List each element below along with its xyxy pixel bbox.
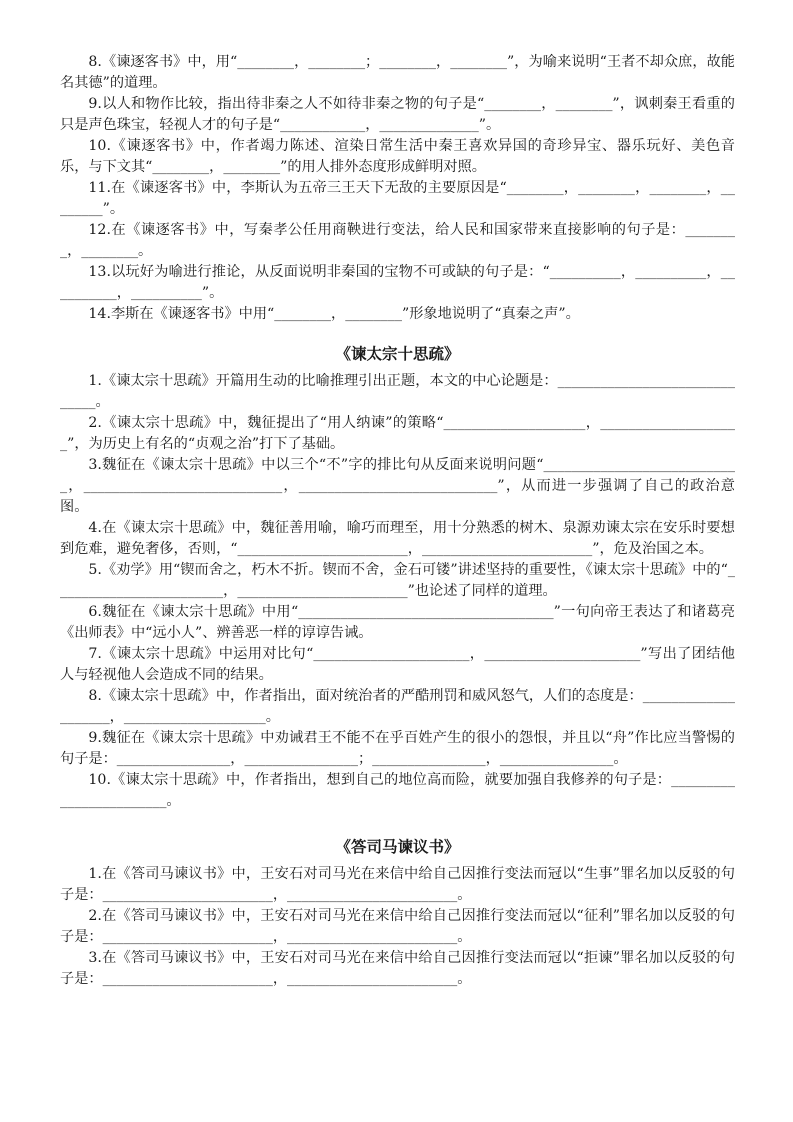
question-item: 9.魏征在《谏太宗十思疏》中劝诫君王不能不在乎百姓产生的很小的怨恨，并且以“舟”作比应当警惕的句子是：________________，________________；________________，________________。 [60,730,735,767]
question-item: 9.以人和物作比较，指出待非秦之人不如待非秦之物的句子是“________，________”，讽刺秦王看重的只是声色珠宝，轻视人才的句子是“____________，______________”。 [60,96,735,133]
part1-questions [60,52,735,325]
question-item: 11.在《谏逐客书》中，李斯认为五帝三王天下无敌的主要原因是“________，________，________，________”。 [60,180,735,217]
section-title: 《谏太宗十思疏》 [335,344,460,363]
question-item: 2.在《答司马谏议书》中，王安石对司马光在来信中给自己因推行变法而冠以“征利”罪名加以反驳的句子是：________________________，________________________。 [60,908,735,945]
question-item: 3.在《答司马谏议书》中，王安石对司马光在来信中给自己因推行变法而冠以“拒谏”罪名加以反驳的句子是：________________________，________________________。 [60,950,735,987]
part3-questions [60,864,735,990]
question-item: 2.《谏太宗十思疏》中，魏征提出了“用人纳谏”的策略“____________________，____________________”，为历史上有名的“贞观之治”打下了基础。 [60,415,735,452]
part2-questions [60,371,735,812]
question-item: 10.《谏太宗十思疏》中，作者指出，想到自己的地位高而险，就要加强自我修养的句子是：________________________。 [60,772,735,809]
question-item: 1.在《答司马谏议书》中，王安石对司马光在来信中给自己因推行变法而冠以“生事”罪名加以反驳的句子是：________________________，________________________。 [60,866,735,903]
question-item: 13.以玩好为喻进行推论，从反面说明非秦国的宝物不可或缺的句子是：“__________，__________，__________，__________”。 [60,264,735,301]
question-item: 7.《谏太宗十思疏》中运用对比句“______________________，______________________”写出了团结他人与轻视他人会造成不同的结果。 [60,646,735,683]
question-item: 6.魏征在《谏太宗十思疏》中用“____________________________________”一句向帝王表达了和诸葛亮《出师表》中“远小人”、辨善恶一样的谆谆告诫。 [60,604,735,641]
question-item: 14.李斯在《谏逐客书》中用“________，________”形象地说明了“真秦之声”。 [88,306,580,322]
question-item: 12.在《谏逐客书》中，写秦孝公任用商鞅进行变法，给人民和国家带来直接影响的句子是：________，________。 [60,222,735,259]
question-item: 10.《谏逐客书》中，作者竭力陈述、渲染日常生活中秦王喜欢异国的奇珍异宝、器乐玩好、美色音乐，与下文其“________，________”的用人排外态度形成鲜明对照。 [60,138,735,175]
question-item: 8.《谏太宗十思疏》中，作者指出，面对统治者的严酷刑罚和威风怒气，人们的态度是：____________________，____________________。 [60,688,735,725]
question-item: 1.《谏太宗十思疏》开篇用生动的比喻推理引出正题，本文的中心论题是：______________________________。 [60,373,735,410]
section-title: 《答司马谏议书》 [335,837,460,856]
question-item: 8.《谏逐客书》中，用“________，________；________，________”，为喻来说明“王者不却众庶，故能名其德”的道理。 [60,54,735,91]
question-item: 4.在《谏太宗十思疏》中，魏征善用喻，喻巧而理至，用十分熟悉的树木、泉源劝谏太宗在安乐时要想到危难，避免奢侈，否则，“________________________，________________________”，危及治国之本。 [60,520,735,557]
question-item: 5.《劝学》用“锲而舍之，朽木不折。锲而不舍，金石可镂”讲述坚持的重要性，《谏太宗十思疏》中的“________________________，________________________”也论述了同样的道理。 [60,562,735,599]
question-item: 3.魏征在《谏太宗十思疏》中以三个“不”字的排比句从反面来说明问题“____________________________，____________________________，____________________________”，从而进一步强调了自己的政治意图。 [60,457,735,515]
document-page [60,52,735,990]
